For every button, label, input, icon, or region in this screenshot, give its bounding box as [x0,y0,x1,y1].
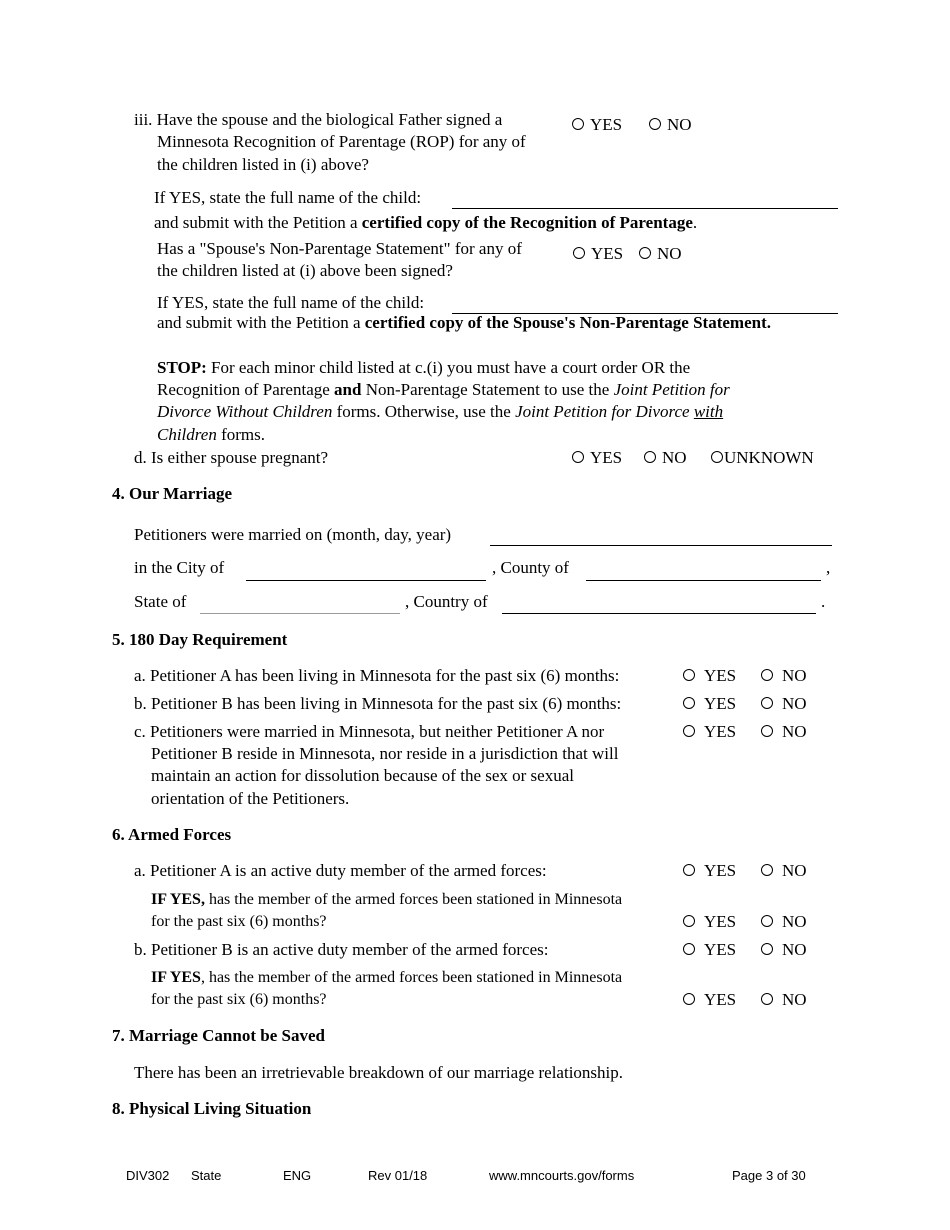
residency-c-line3: maintain an action for dissolution because of the sex or sexual [151,766,574,785]
marriage-date-field[interactable] [490,545,832,546]
np-no-radio[interactable]: NO [639,243,682,265]
radio-circle-icon [761,697,773,709]
residency-a-label: a. Petitioner A has been living in Minnesota for the past six (6) months: [134,666,620,685]
radio-circle-icon [683,725,695,737]
np-question-line2: the children listed at (i) above been signed? [157,261,453,280]
rop-submit-text: and submit with the Petition a certified copy of the Recognition of Parentage. [154,213,698,232]
residency-b-label: b. Petitioner B has been living in Minnesota for the past six (6) months: [134,694,622,713]
state-label: State of [134,592,187,611]
radio-circle-icon [711,451,723,463]
armed-a-stationed-no-radio[interactable]: NO [761,911,807,933]
np-yes-radio[interactable]: YES [573,243,623,265]
pregnant-no-radio[interactable]: NO [644,447,687,469]
residency-c-line1: c. Petitioners were married in Minnesota, but neither Petitioner A nor [134,722,605,741]
footer-form-id: DIV302 [126,1168,170,1183]
radio-circle-icon [572,451,584,463]
stop-line3: Divorce Without Children forms. Otherwise, use the Joint Petition for Divorce with [157,402,724,421]
residency-a-yes-radio[interactable]: YES [683,665,736,687]
country-field[interactable] [502,613,816,614]
radio-circle-icon [644,451,656,463]
footer-url[interactable]: www.mncourts.gov/forms [489,1168,635,1183]
np-submit-text: and submit with the Petition a certified copy of the Spouse's Non-Parentage Statement. [157,313,771,332]
radio-circle-icon [649,118,661,130]
county-label: , County of [492,558,569,577]
armed-a-label: a. Petitioner A is an active duty member of the armed forces: [134,861,547,880]
armed-b-label: b. Petitioner B is an active duty member of the armed forces: [134,940,549,959]
radio-circle-icon [761,864,773,876]
np-question-line1: Has a "Spouse's Non-Parentage Statement" for any of [157,239,522,258]
radio-circle-icon [761,669,773,681]
footer-revision: Rev 01/18 [368,1168,428,1183]
rop-question-line3: the children listed in (i) above? [157,155,369,174]
armed-a-stationed-line1: IF YES, has the member of the armed forces been stationed in Minnesota [151,891,623,908]
country-period: . [821,592,826,611]
radio-circle-icon [761,725,773,737]
armed-b-stationed-no-radio[interactable]: NO [761,989,807,1011]
section-6-heading: 6. Armed Forces [112,825,232,844]
radio-circle-icon [639,247,651,259]
armed-a-yes-radio[interactable]: YES [683,860,736,882]
city-label: in the City of [134,558,225,577]
married-on-label: Petitioners were married on (month, day, year) [134,525,452,544]
radio-circle-icon [573,247,585,259]
city-field[interactable] [246,580,486,581]
radio-circle-icon [761,993,773,1005]
radio-circle-icon [572,118,584,130]
residency-b-no-radio[interactable]: NO [761,693,807,715]
footer-page-number: Page 3 of 30 [732,1168,806,1183]
footer-state: State [191,1168,222,1183]
stop-line4: Children forms. [157,425,265,444]
armed-a-stationed-line2: for the past six (6) months? [151,913,327,930]
armed-a-stationed-yes-radio[interactable]: YES [683,911,736,933]
armed-b-stationed-line1: IF YES, has the member of the armed forces been stationed in Minnesota [151,969,623,986]
radio-circle-icon [683,697,695,709]
pregnant-unknown-radio[interactable]: UNKNOWN [711,447,814,469]
section-8-heading: 8. Physical Living Situation [112,1099,312,1118]
rop-question-line1: iii. Have the spouse and the biological Father signed a [134,110,503,129]
country-label: , Country of [405,592,488,611]
rop-question-line2: Minnesota Recognition of Parentage (ROP) for any of [157,132,526,151]
residency-c-line2: Petitioner B reside in Minnesota, nor reside in a jurisdiction that will [151,744,619,763]
pregnant-question: d. Is either spouse pregnant? [134,448,329,467]
rop-no-radio[interactable]: NO [649,114,692,136]
county-field[interactable] [586,580,821,581]
section-7-heading: 7. Marriage Cannot be Saved [112,1026,325,1045]
residency-c-line4: orientation of the Petitioners. [151,789,350,808]
breakdown-statement: There has been an irretrievable breakdown of our marriage relationship. [134,1063,624,1082]
radio-circle-icon [761,943,773,955]
residency-a-no-radio[interactable]: NO [761,665,807,687]
state-field[interactable] [200,613,400,614]
armed-b-stationed-yes-radio[interactable]: YES [683,989,736,1011]
radio-circle-icon [683,915,695,927]
armed-b-yes-radio[interactable]: YES [683,939,736,961]
np-child-name-label: If YES, state the full name of the child: [157,293,425,312]
footer-language: ENG [283,1168,312,1183]
armed-b-stationed-line2: for the past six (6) months? [151,991,327,1008]
rop-yes-radio[interactable]: YES [572,114,622,136]
radio-circle-icon [683,993,695,1005]
residency-c-yes-radio[interactable]: YES [683,721,736,743]
stop-line1: STOP: For each minor child listed at c.(i) you must have a court order OR the [157,358,691,377]
armed-b-no-radio[interactable]: NO [761,939,807,961]
stop-line2: Recognition of Parentage and Non-Parentage Statement to use the Joint Petition for [157,380,730,399]
residency-c-no-radio[interactable]: NO [761,721,807,743]
pregnant-yes-radio[interactable]: YES [572,447,622,469]
rop-child-name-field[interactable] [452,208,838,209]
residency-b-yes-radio[interactable]: YES [683,693,736,715]
rop-child-name-label: If YES, state the full name of the child: [154,188,422,207]
radio-circle-icon [683,943,695,955]
radio-circle-icon [683,669,695,681]
section-5-heading: 5. 180 Day Requirement [112,630,288,649]
section-4-heading: 4. Our Marriage [112,484,233,503]
county-comma: , [826,558,831,577]
armed-a-no-radio[interactable]: NO [761,860,807,882]
radio-circle-icon [761,915,773,927]
radio-circle-icon [683,864,695,876]
